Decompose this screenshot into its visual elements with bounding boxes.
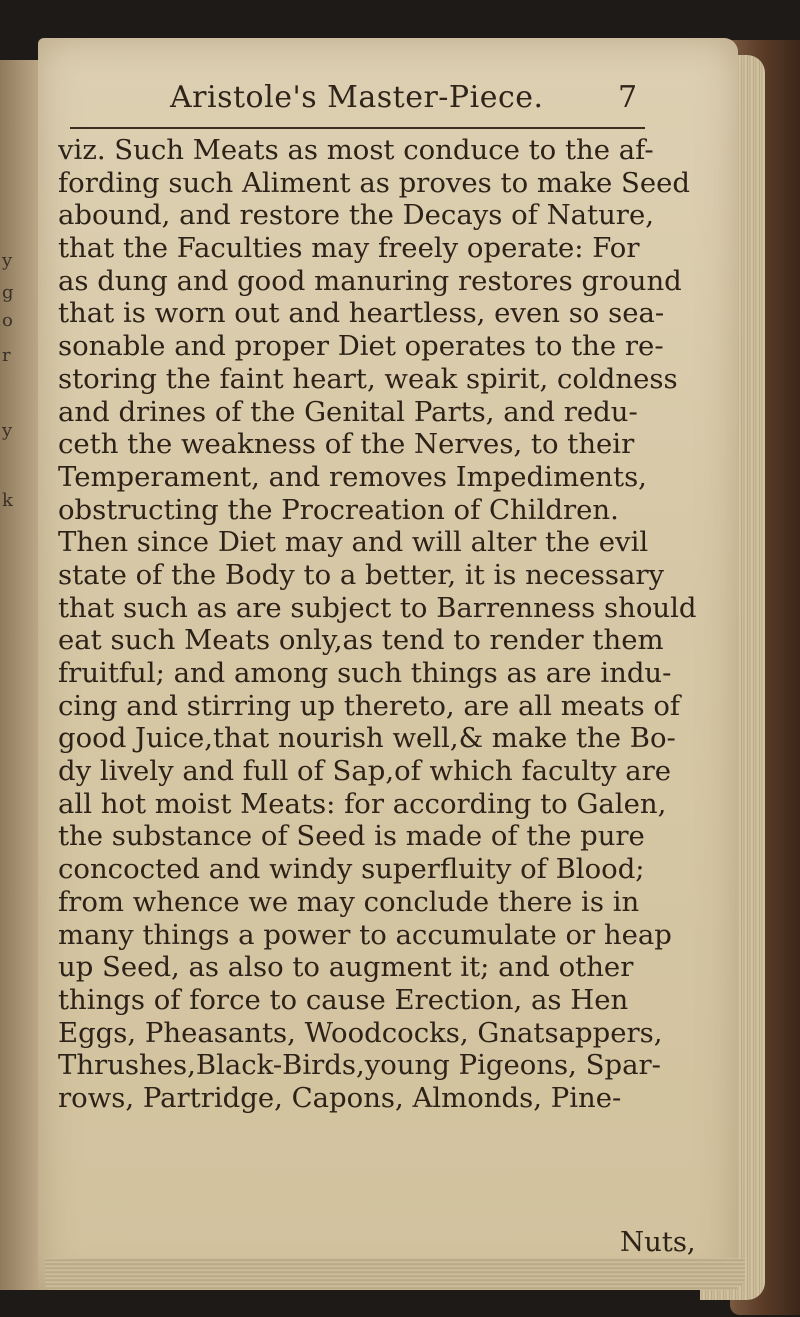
running-header [60, 80, 660, 122]
text-line: that the Faculties may freely operate: For [58, 232, 640, 265]
text-line: many things a power to accumulate or heap [58, 918, 672, 951]
margin-mark: r [2, 345, 11, 366]
text-line: Thrushes,Black-Birds,young Pigeons, Spar- [58, 1049, 661, 1082]
margin-mark: y [2, 420, 13, 441]
page-number: 7 [618, 80, 638, 115]
text-line: dy lively and full of Sap,of which faculty are [58, 755, 672, 788]
text-line: from whence we may conclude there is in [58, 885, 640, 918]
text-line: eat such Meats only,as tend to render them [58, 624, 664, 657]
text-line: and drines of the Genital Parts, and redu- [58, 395, 638, 428]
text-line: Eggs, Pheasants, Woodcocks, Gnatsappers, [58, 1016, 663, 1049]
text-line: fruitful; and among such things as are indu- [58, 657, 672, 689]
text-line: cing and stirring up thereto, are all meats of [58, 689, 681, 722]
text-line: that is worn out and heartless, even so sea- [58, 297, 665, 330]
catchword: Nuts, [620, 1226, 696, 1258]
text-line: concocted and windy superfluity of Blood; [58, 853, 645, 886]
text-line: things of force to cause Erection, as Hen [58, 983, 629, 1016]
text-line: rows, Partridge, Capons, Almonds, Pine- [58, 1081, 622, 1114]
text-line: storing the faint heart, weak spirit, coldness [58, 362, 678, 395]
margin-mark: y [2, 250, 13, 271]
text-line: viz. Such Meats as most conduce to the af- [58, 134, 654, 166]
text-line: abound, and restore the Decays of Nature, [58, 199, 654, 232]
margin-mark: g [2, 282, 14, 303]
header-rule [70, 127, 645, 129]
text-line: sonable and proper Diet operates to the re- [58, 330, 664, 363]
text-line: Then since Diet may and will alter the evil [58, 526, 649, 559]
running-title: Aristole's Master-Piece. [170, 80, 544, 115]
margin-mark: o [2, 310, 13, 331]
text-line: all hot moist Meats: for according to Galen, [58, 787, 667, 820]
text-line: as dung and good manuring restores ground [58, 264, 682, 297]
text-line: Temperament, and removes Impediments, [58, 460, 647, 493]
text-line: that such as are subject to Barrenness should [58, 591, 697, 624]
text-line: good Juice,that nourish well,& make the Bo- [58, 722, 676, 755]
text-line: the substance of Seed is made of the pure [58, 820, 645, 853]
text-line: up Seed, as also to augment it; and other [58, 951, 634, 984]
text-line: obstructing the Procreation of Children. [58, 493, 619, 526]
margin-mark: k [2, 490, 13, 511]
body-text [58, 134, 698, 1115]
text-line: state of the Body to a better, it is necessary [58, 558, 665, 591]
page-bottom-edge [45, 1258, 745, 1290]
text-line: fording such Aliment as proves to make Seed [58, 166, 691, 199]
text-line: ceth the weakness of the Nerves, to their [58, 428, 635, 461]
